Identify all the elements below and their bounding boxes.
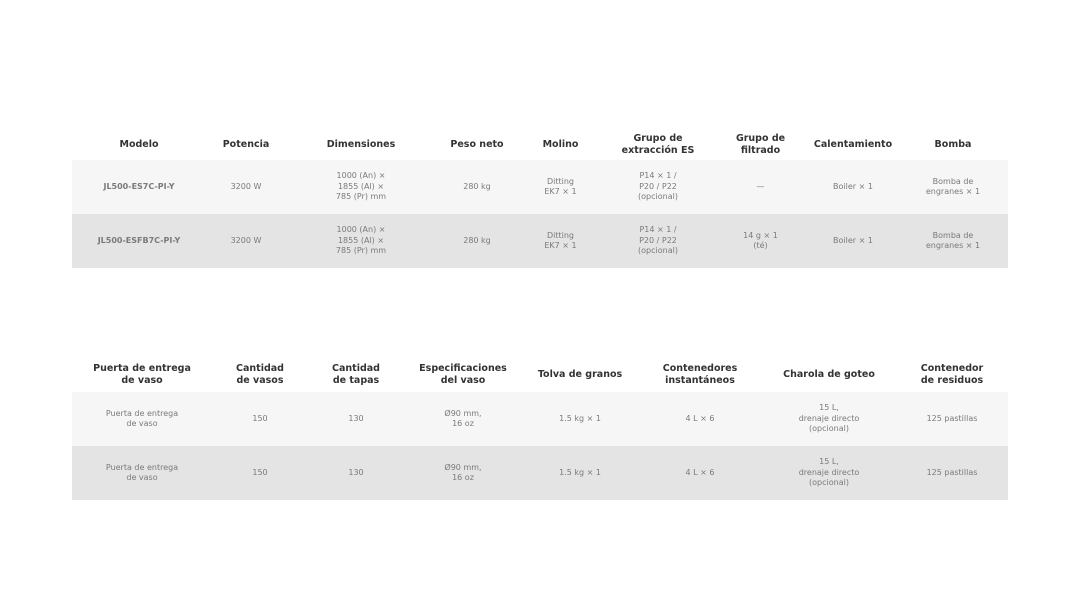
table-header-row [72,358,1008,392]
door-cell: Puerta de entrega de vaso [105,408,179,428]
table-row [72,214,1008,268]
cup-spec-cell: Ø90 mm, 16 oz [444,408,482,428]
waste-cell: 125 pastillas [926,467,978,477]
header-peso-neto: Peso neto [450,139,504,150]
lids-cell: 130 [348,413,364,423]
cup-spec-cell: Ø90 mm, 16 oz [444,462,482,482]
dimensions-cell: 1000 (An) × 1855 (Al) × 785 (Pr) mm [335,225,387,256]
header-calentamiento: Calentamiento [813,139,893,150]
header-puerta-entrega: Puerta de entrega de vaso [93,363,191,386]
model-cell: JL500-ES7C-PI-Y [103,181,175,191]
grinder-cell: Ditting EK7 × 1 [544,176,577,196]
header-especificaciones-vaso: Especificaciones del vaso [419,363,507,386]
instant-cell: 4 L × 6 [685,413,715,423]
door-cell: Puerta de entrega de vaso [105,462,179,482]
heating-cell: Boiler × 1 [833,181,873,191]
pump-cell: Bomba de engranes × 1 [925,176,981,196]
drip-tray-cell: 15 L, drenaje directo (opcional) [798,403,860,434]
header-bomba: Bomba [934,139,972,150]
table-row [72,392,1008,446]
extraction-cell: P14 × 1 / P20 / P22 (opcional) [638,171,678,202]
header-tolva-granos: Tolva de granos [537,369,623,380]
table-row [72,446,1008,500]
power-cell: 3200 W [230,181,262,191]
header-grupo-filtrado: Grupo de filtrado [735,133,786,156]
filter-cell: 14 g × 1 (té) [743,230,778,250]
header-contenedor-residuos: Contenedor de residuos [920,363,984,386]
drip-tray-cell: 15 L, drenaje directo (opcional) [798,457,860,488]
pump-cell: Bomba de engranes × 1 [925,230,981,250]
grinder-cell: Ditting EK7 × 1 [544,230,577,250]
header-cantidad-tapas: Cantidad de tapas [332,363,380,386]
weight-cell: 280 kg [463,235,491,245]
lids-cell: 130 [348,467,364,477]
header-cantidad-vasos: Cantidad de vasos [236,363,284,386]
waste-cell: 125 pastillas [926,413,978,423]
hopper-cell: 1.5 kg × 1 [559,467,601,477]
header-molino: Molino [542,139,579,150]
extraction-cell: P14 × 1 / P20 / P22 (opcional) [638,225,678,256]
specs-table-accessories [72,358,1008,500]
weight-cell: 280 kg [463,181,491,191]
table-row [72,160,1008,214]
hopper-cell: 1.5 kg × 1 [559,413,601,423]
power-cell: 3200 W [230,235,262,245]
header-grupo-extraccion: Grupo de extracción ES [621,133,695,156]
dimensions-cell: 1000 (An) × 1855 (Al) × 785 (Pr) mm [335,171,387,202]
model-cell: JL500-ESFB7C-PI-Y [97,235,181,245]
header-charola-goteo: Charola de goteo [783,369,875,380]
table-header-row [72,130,1008,160]
header-dimensiones: Dimensiones [326,139,396,150]
header-modelo: Modelo [119,139,159,150]
heating-cell: Boiler × 1 [833,235,873,245]
instant-cell: 4 L × 6 [685,467,715,477]
specs-table-main [72,130,1008,268]
header-contenedores-instantaneos: Contenedores instantáneos [662,363,738,386]
filter-cell: — [756,181,765,191]
header-potencia: Potencia [222,139,270,150]
cups-cell: 150 [252,413,268,423]
cups-cell: 150 [252,467,268,477]
